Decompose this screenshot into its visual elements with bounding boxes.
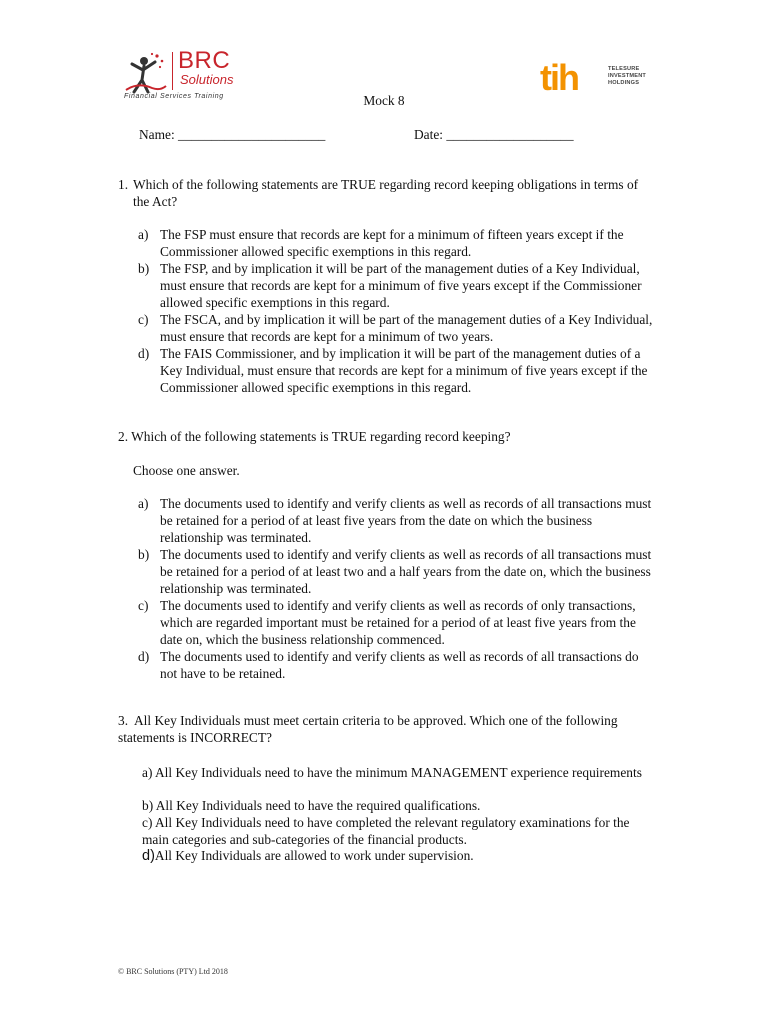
option-text: All Key Individuals need to have the required qualifications. [155,798,481,813]
option-letter: a) [138,227,149,242]
option-text: All Key Individuals are allowed to work under supervision. [154,848,474,863]
brc-logo-subtitle: Solutions [180,72,234,87]
tih-logo-line: TELESURE [608,66,640,72]
option-text: All Key Individuals need to have the minimum MANAGEMENT experience requirements [155,765,642,780]
question-text: All Key Individuals must meet certain criteria to be approved. Which one of the following statements is INCORRECT? [118,713,618,745]
option-text: The FSCA, and by implication it will be part of the management duties of a Key Individual, must ensure that records are kept for a minimum of two years. [160,312,653,344]
option-letter: a) [138,496,149,511]
question-3 [118,712,658,864]
question-stem [118,712,638,746]
brc-logo-name: BRC [178,47,231,74]
option-text: All Key Individuals need to have completed the relevant regulatory examinations for the main categories and sub-categories of the financial products. [142,815,630,847]
answer-option-d [138,345,653,396]
answer-option-b [138,546,653,597]
page-title: Mock 8 [363,93,405,108]
option-letter: b) [138,547,150,562]
option-text: The documents used to identify and verify clients as well as records of all transactions must be retained for a period of at least two and a half years from the date on, which the business relationship was terminated. [160,547,652,596]
name-field: Name: ______________________ [139,127,326,142]
option-letter: d) [142,848,155,864]
date-field: Date: ___________________ [414,127,574,142]
option-text: The documents used to identify and verify clients as well as records of all transactions do not have to be retained. [160,649,639,681]
tih-logo-line: INVESTMENT [608,73,647,79]
footer-copyright: © BRC Solutions (PTY) Ltd 2018 [118,967,228,976]
option-text: The documents used to identify and verify clients as well as records of only transactions, which are regarded important must be retained for a period of at least five years from the date on, which the business relationship commenced. [160,598,636,647]
question-2 [118,428,658,681]
answer-options [138,226,653,396]
answer-options [138,495,653,682]
answer-option-c [138,597,653,648]
answer-option-a [138,495,653,546]
question-number: 1. [118,177,129,192]
option-text: The FSP, and by implication it will be part of the management duties of a Key Individual, must ensure that records are kept for a minimum of five years except if the Commissioner allowed specific exemptions in this regard. [160,261,642,310]
option-letter: a) [142,765,153,780]
option-letter: b) [138,261,150,276]
question-text: Which of the following statements are TRUE regarding record keeping obligations in terms of the Act? [133,177,639,209]
question-number: 2. [118,429,129,444]
answer-option-b [142,797,642,814]
brc-logo-divider [172,52,173,90]
answer-option-b [138,260,653,311]
tih-logo-mark-text: tih [540,58,578,98]
question-number: 3. [118,713,129,728]
answer-option-a [142,764,642,781]
answer-option-c [138,311,653,345]
answer-option-c [142,814,652,848]
tih-logo-text [608,66,646,87]
answer-option-d [142,847,642,865]
option-letter: c) [142,815,153,830]
brc-figure-icon [122,52,168,96]
option-letter: d) [138,346,150,361]
option-letter: d) [138,649,150,664]
option-letter: c) [138,312,149,327]
option-text: The FAIS Commissioner, and by implication it will be part of the management duties of a Key Individual, must ensure that records are kept for a minimum of five years except if the Commissioner allowed specific exemptions in this regard. [160,346,648,395]
answer-option-a [138,226,653,260]
question-text: Which of the following statements is TRUE regarding record keeping? [131,429,511,444]
option-letter: c) [138,598,149,613]
option-letter: b) [142,798,154,813]
tih-logo-line: HOLDINGS [608,80,640,86]
option-text: The documents used to identify and verify clients as well as records of all transactions must be retained for a period of at least five years from the date on which the business relationship was terminated. [160,496,652,545]
question-instruction: Choose one answer. [133,463,240,478]
answer-option-d [138,648,653,682]
option-text: The FSP must ensure that records are kept for a minimum of fifteen years except if the Commissioner allowed specific exemptions in this regard. [160,227,624,259]
brc-logo-tagline: Financial Services Training [124,93,224,100]
